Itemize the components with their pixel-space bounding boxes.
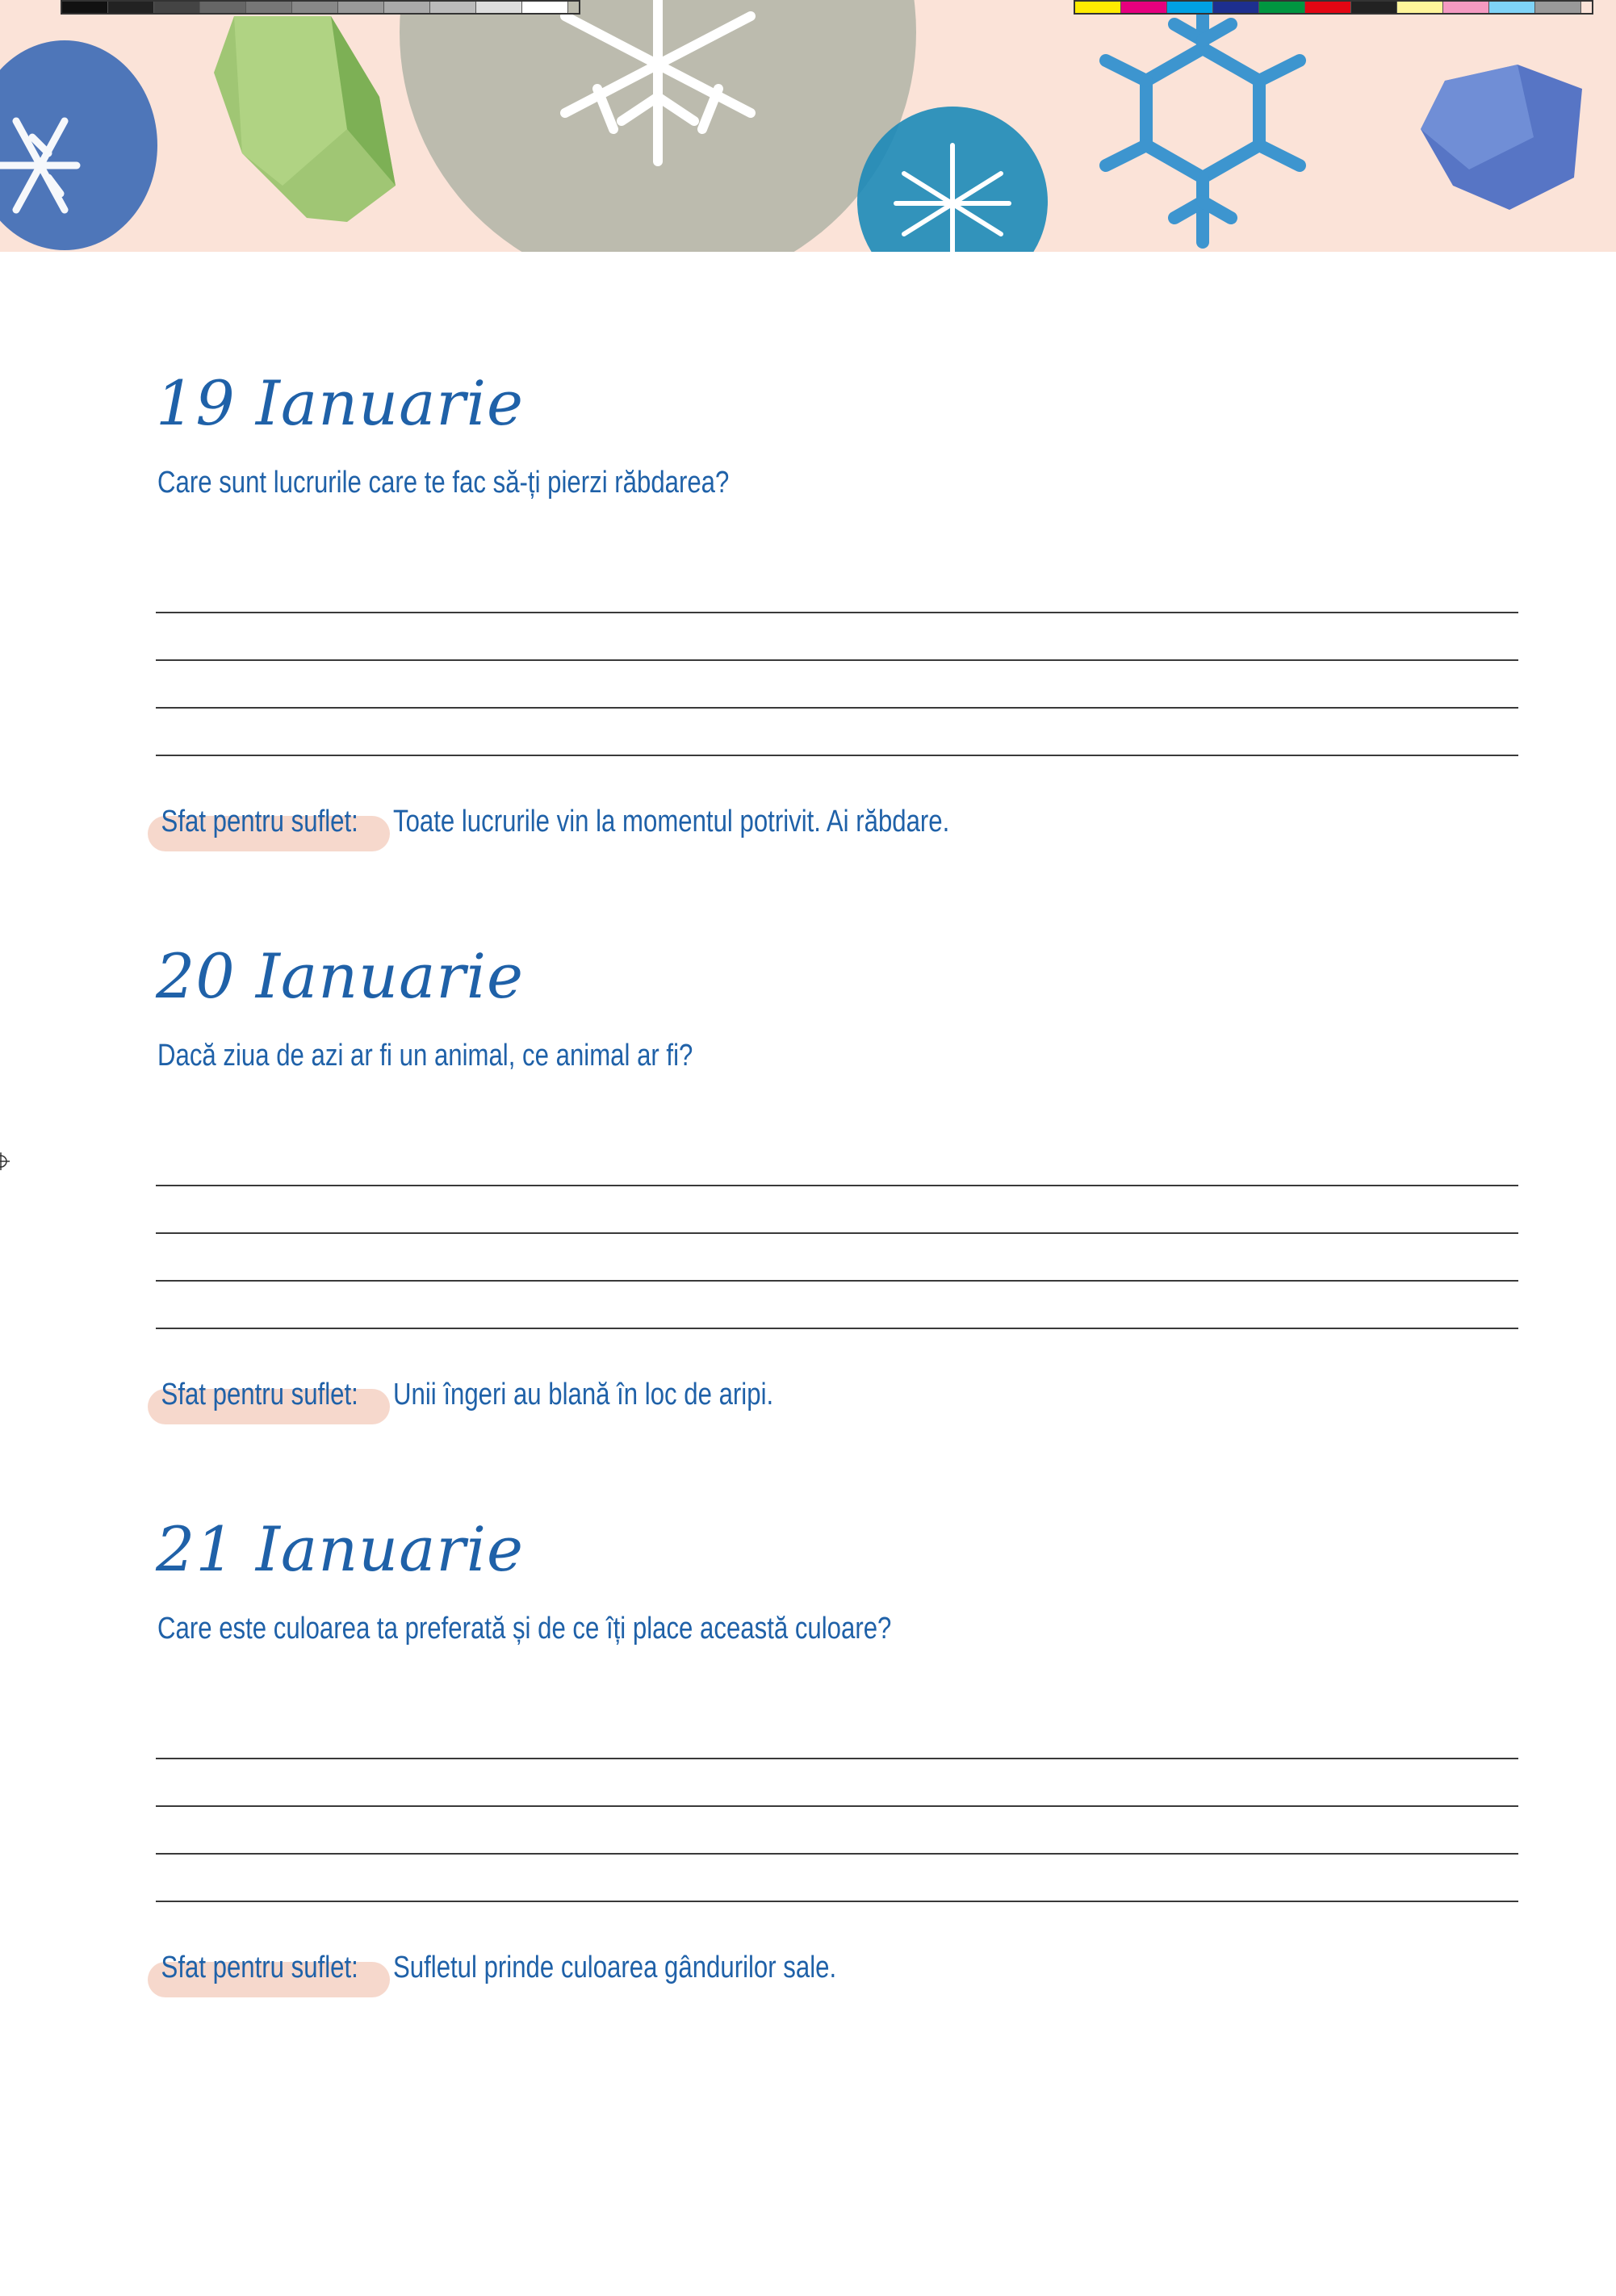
entry-title: 21 Ianuarie: [156, 1513, 525, 1585]
grayscale-bar: [61, 0, 580, 15]
entry-question: Care sunt lucrurile care te fac să-ți pierzi răbdarea?: [157, 466, 730, 500]
writing-line[interactable]: [156, 612, 1518, 613]
tip-text: Toate lucrurile vin la momentul potrivit. Ai răbdare.: [393, 805, 950, 839]
tip-label: Sfat pentru suflet:: [161, 1951, 358, 1984]
writing-line[interactable]: [156, 1328, 1518, 1329]
snowflake-icon: [0, 40, 157, 250]
tip-text: Sufletul prinde culoarea gândurilor sale.: [393, 1951, 837, 1984]
writing-line[interactable]: [156, 659, 1518, 661]
soul-tip: [156, 1949, 837, 1997]
writing-line[interactable]: [156, 1758, 1518, 1759]
header-banner: [0, 0, 1616, 252]
tip-label: Sfat pentru suflet:: [161, 1378, 358, 1411]
registration-mark-icon: [0, 1152, 10, 1170]
writing-line[interactable]: [156, 755, 1518, 756]
writing-line[interactable]: [156, 1805, 1518, 1807]
entry-question: Care este culoarea ta preferată și de ce îți place această culoare?: [157, 1612, 892, 1646]
entry-question: Dacă ziua de azi ar fi un animal, ce animal ar fi?: [157, 1039, 693, 1073]
writing-line[interactable]: [156, 1185, 1518, 1186]
entry-title: 20 Ianuarie: [156, 940, 525, 1012]
writing-line[interactable]: [156, 1901, 1518, 1902]
tip-label: Sfat pentru suflet:: [161, 805, 358, 839]
crystal-icon: [1421, 65, 1582, 210]
snowflake-icon: [1106, 8, 1300, 242]
writing-line[interactable]: [156, 707, 1518, 709]
tip-text: Unii îngeri au blană în loc de aripi.: [393, 1378, 774, 1411]
writing-line[interactable]: [156, 1232, 1518, 1234]
soul-tip: [156, 803, 950, 851]
crystal-icon: [214, 16, 396, 222]
writing-line[interactable]: [156, 1853, 1518, 1855]
banner-illustration: [0, 0, 1616, 252]
color-bar: [1074, 0, 1593, 15]
writing-line[interactable]: [156, 1280, 1518, 1282]
entry-title: 19 Ianuarie: [156, 367, 525, 439]
snowflake-icon: [400, 0, 916, 252]
soul-tip: [156, 1376, 774, 1424]
